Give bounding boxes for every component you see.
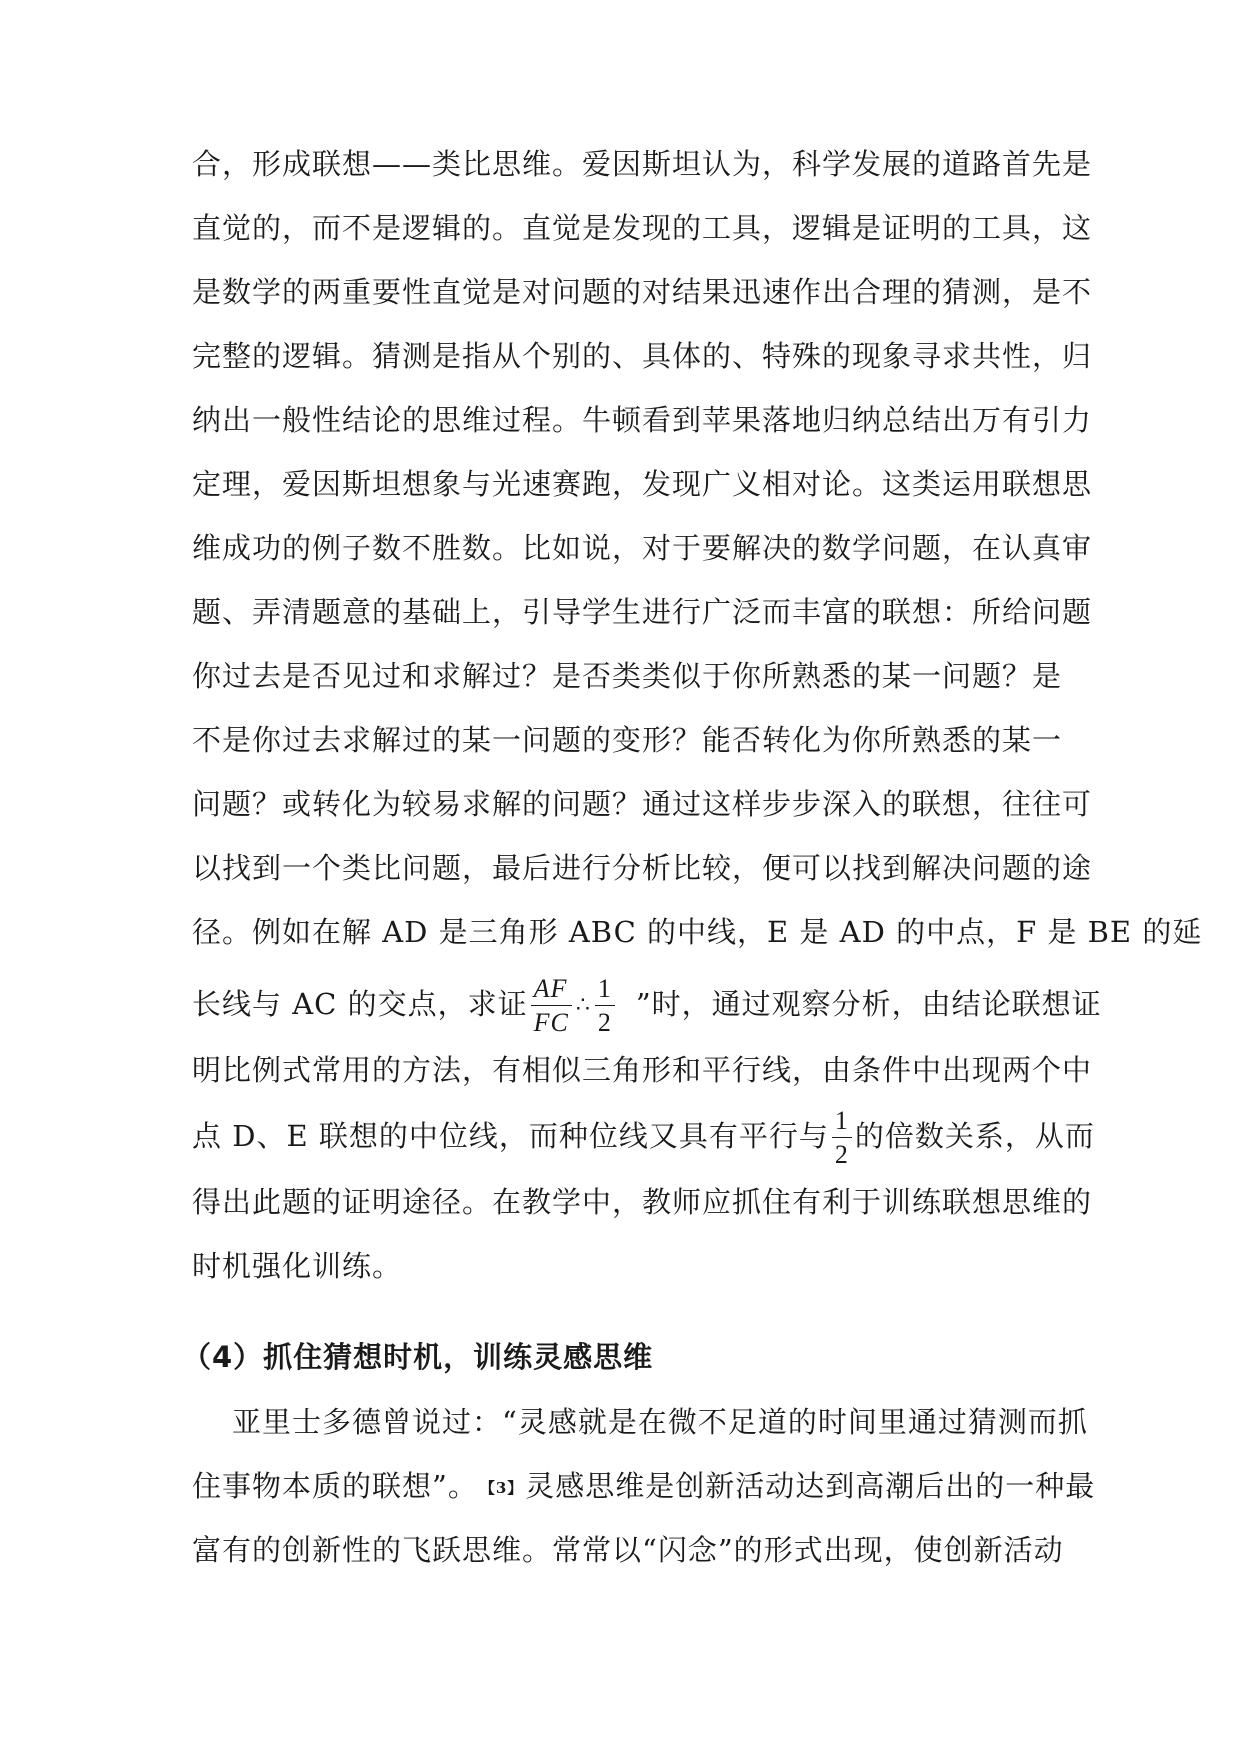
body-text-line: 定理，爱因斯坦想象与光速赛跑，发现广义相对论。这类运用联想思 [192,467,1093,501]
body-text-line: 径。例如在解 AD 是三角形 ABC 的中线，E 是 AD 的中点，F 是 BE 的延 [192,915,1203,949]
fraction-denominator: 2 [834,1140,849,1169]
body-text-line: 亚里士多德曾说过：“灵感就是在微不足道的时间里通过猜测而抓 [232,1405,1088,1439]
body-text-line-with-citation [192,1454,1096,1518]
body-text-line-with-formula [192,968,1102,1040]
fraction-denominator: FC [533,1008,569,1037]
body-text-line: 得出此题的证明途径。在教学中，教师应抓住有利于训练联想思维的 [192,1185,1093,1219]
fraction-af-over-fc [531,976,572,1036]
fraction-numerator: 1 [595,976,615,1006]
quote-end-text: 住事物本质的联想”。 [192,1469,478,1503]
body-text: 灵感思维是创新活动达到高潮后出的一种最 [525,1469,1096,1503]
body-text-line: 完整的逻辑。猜测是指从个别的、具体的、特殊的现象寻求共性，归 [192,339,1093,373]
body-text-line: 题、弄清题意的基础上，引导学生进行广泛而丰富的联想：所给问题 [192,595,1093,629]
body-text-line: 问题？或转化为较易求解的问题？通过这样步步深入的联想，往往可 [192,787,1093,821]
formula-trail-text: ”时，通过观察分析，由结论联想证 [635,987,1102,1021]
body-text-line: 合，形成联想——类比思维。爱因斯坦认为，科学发展的道路首先是 [192,147,1093,181]
formula-lead-text: 长线与 AC 的交点，求证 [192,987,528,1021]
fraction-one-half [832,1108,852,1168]
body-text-line: 纳出一般性结论的思维过程。牛顿看到苹果落地归纳总结出万有引力 [192,403,1093,437]
body-text-line-with-formula [192,1100,1095,1172]
body-text-line: 不是你过去求解过的某一问题的变形？能否转化为你所熟悉的某一 [192,723,1063,757]
body-text-line: 富有的创新性的飞跃思维。常常以“闪念”的形式出现，使创新活动 [192,1533,1064,1567]
section-heading: （4）抓住猜想时机，训练灵感思维 [182,1340,654,1374]
citation-marker: 【3】 [479,1479,524,1497]
formula-trail-text: 的倍数关系，从而 [854,1119,1095,1153]
body-text-line: 你过去是否见过和求解过？是否类类似于你所熟悉的某一问题？是 [192,659,1063,693]
body-text-line: 时机强化训练。 [192,1249,403,1283]
body-text-line: 是数学的两重要性直觉是对问题的对结果迅速作出合理的猜测，是不 [192,275,1093,309]
body-text-line: 维成功的例子数不胜数。比如说，对于要解决的数学问题，在认真审 [192,531,1093,565]
fraction-numerator: 1 [832,1108,852,1138]
body-text-line: 以找到一个类比问题，最后进行分析比较，便可以找到解决问题的途 [192,851,1093,885]
formula-lead-text: 点 D、E 联想的中位线，而种位线又具有平行与 [192,1119,829,1153]
fraction-one-half [595,976,615,1036]
body-text-line: 明比例式常用的方法，有相似三角形和平行线，由条件中出现两个中 [192,1053,1093,1087]
body-text-line: 直觉的，而不是逻辑的。直觉是发现的工具，逻辑是证明的工具，这 [192,211,1093,245]
fraction-denominator: 2 [597,1008,612,1037]
fraction-numerator: AF [531,976,572,1006]
relation-symbol: ∴ [575,993,591,1018]
